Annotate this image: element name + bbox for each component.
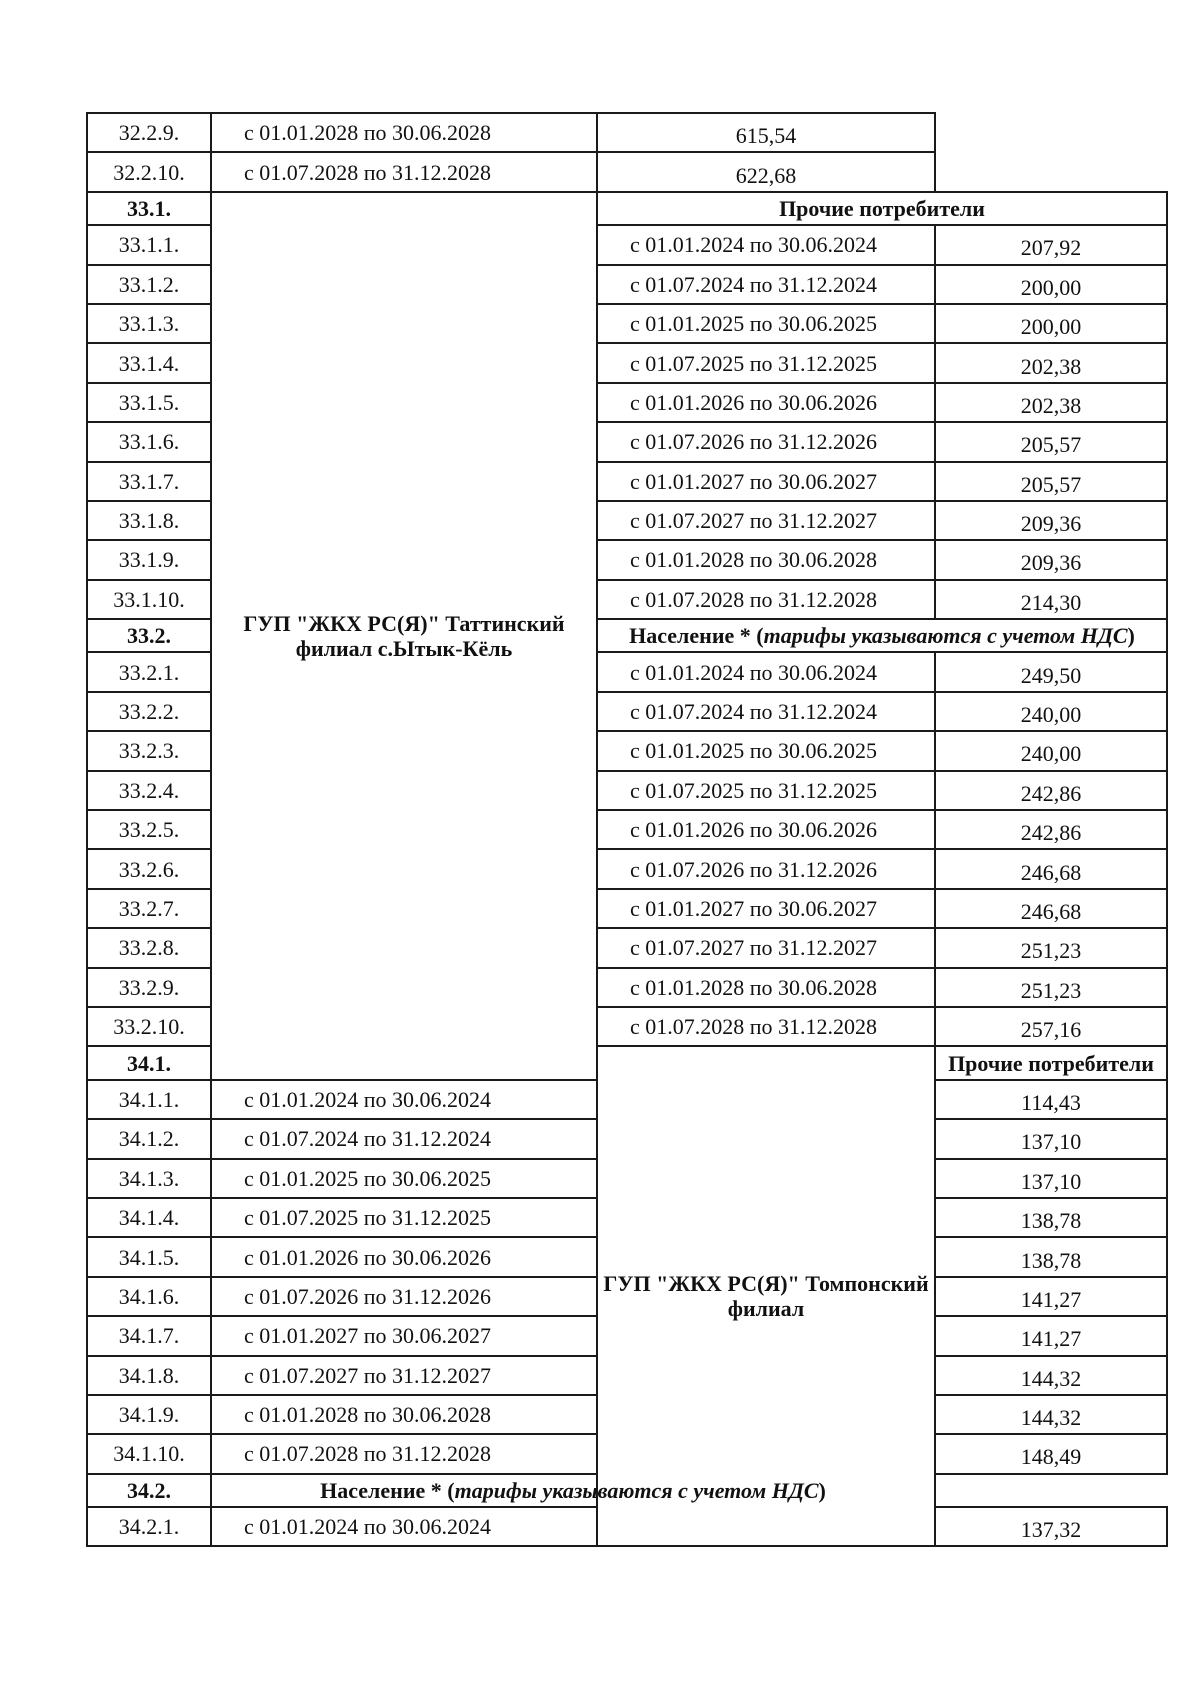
row-number: 33.2.5. (87, 810, 211, 849)
tariff-value: 615,54 (597, 113, 935, 152)
tariff-period: с 01.07.2025 по 31.12.2025 (211, 1198, 597, 1237)
tariff-value: 148,49 (935, 1434, 1167, 1473)
row-number: 34.1.4. (87, 1198, 211, 1237)
tariff-value: 251,23 (935, 968, 1167, 1007)
row-number: 34.1.7. (87, 1316, 211, 1355)
row-number: 33.1.2. (87, 265, 211, 304)
group-number: 33.1. (87, 192, 211, 225)
tariff-value: 141,27 (935, 1316, 1167, 1355)
row-number: 34.2.1. (87, 1507, 211, 1546)
tariff-value: 214,30 (935, 580, 1167, 619)
tariff-period: с 01.07.2027 по 31.12.2027 (597, 501, 935, 540)
consumer-category-label: Прочие потребители (779, 195, 985, 221)
row-number: 33.2.6. (87, 849, 211, 888)
tariff-period: с 01.01.2024 по 30.06.2024 (597, 225, 935, 264)
group-number: 34.2. (87, 1474, 211, 1507)
consumer-category-header (597, 192, 1167, 225)
tariff-value: 207,92 (935, 225, 1167, 264)
group-row (87, 192, 1167, 225)
tariff-period: с 01.07.2026 по 31.12.2026 (597, 422, 935, 461)
row-number: 32.2.9. (87, 113, 211, 152)
tariff-value: 205,57 (935, 422, 1167, 461)
tariff-value: 240,00 (935, 692, 1167, 731)
consumer-category-header: Население * (тарифы указываются с учетом НДС) (211, 1474, 935, 1507)
row-number: 33.2.1. (87, 652, 211, 691)
tariff-period: с 01.01.2026 по 30.06.2026 (597, 810, 935, 849)
tariff-period: с 01.07.2024 по 31.12.2024 (597, 692, 935, 731)
tariff-value: 246,68 (935, 889, 1167, 928)
tariff-period: с 01.01.2024 по 30.06.2024 (597, 652, 935, 691)
tariff-period: с 01.01.2025 по 30.06.2025 (597, 304, 935, 343)
tariff-period: с 01.01.2028 по 30.06.2028 (211, 113, 597, 152)
row-number: 33.2.9. (87, 968, 211, 1007)
consumer-category-label: Прочие потребители (948, 1050, 1154, 1076)
row-number: 34.1.2. (87, 1119, 211, 1158)
row-number: 34.1.10. (87, 1434, 211, 1473)
tariff-period: с 01.01.2026 по 30.06.2026 (211, 1237, 597, 1276)
tariff-period: с 01.07.2024 по 31.12.2024 (597, 265, 935, 304)
tariff-period: с 01.07.2026 по 31.12.2026 (211, 1277, 597, 1316)
tariff-table-body (87, 113, 1167, 1546)
tariff-value: 209,36 (935, 540, 1167, 579)
table-row (87, 113, 1167, 152)
tariff-period: с 01.07.2028 по 31.12.2028 (597, 580, 935, 619)
tariff-period: с 01.07.2026 по 31.12.2026 (597, 849, 935, 888)
row-number: 33.2.2. (87, 692, 211, 731)
tariff-period: с 01.01.2028 по 30.06.2028 (597, 540, 935, 579)
organization-name: ГУП "ЖКХ РС(Я)" Таттинский филиал с.Ытык-Кёль (211, 192, 597, 1080)
row-number: 32.2.10. (87, 152, 211, 191)
group-number: 33.2. (87, 619, 211, 652)
tariff-value: 246,68 (935, 849, 1167, 888)
tariff-value: 138,78 (935, 1237, 1167, 1276)
row-number: 33.2.8. (87, 928, 211, 967)
row-number: 33.1.9. (87, 540, 211, 579)
row-number: 33.2.7. (87, 889, 211, 928)
tariff-value: 257,16 (935, 1007, 1167, 1046)
tariff-period: с 01.01.2028 по 30.06.2028 (597, 968, 935, 1007)
tariff-period: с 01.01.2024 по 30.06.2024 (211, 1507, 597, 1546)
tariff-period: с 01.07.2028 по 31.12.2028 (211, 1434, 597, 1473)
row-number: 33.2.10. (87, 1007, 211, 1046)
row-number: 33.1.1. (87, 225, 211, 264)
tariff-period: с 01.07.2028 по 31.12.2028 (597, 1007, 935, 1046)
row-number: 34.1.8. (87, 1356, 211, 1395)
table-row (87, 152, 1167, 191)
tariff-value: 137,10 (935, 1159, 1167, 1198)
tariff-period: с 01.07.2025 по 31.12.2025 (597, 771, 935, 810)
tariff-value: 205,57 (935, 462, 1167, 501)
row-number: 33.1.3. (87, 304, 211, 343)
group-number: 34.1. (87, 1046, 211, 1079)
tariff-period: с 01.01.2027 по 30.06.2027 (597, 462, 935, 501)
tariff-value: 138,78 (935, 1198, 1167, 1237)
tariff-value: 209,36 (935, 501, 1167, 540)
tariff-period: с 01.01.2027 по 30.06.2027 (211, 1316, 597, 1355)
row-number: 34.1.9. (87, 1395, 211, 1434)
tariff-value: 202,38 (935, 383, 1167, 422)
consumer-category-header (935, 1046, 1167, 1079)
row-number: 34.1.5. (87, 1237, 211, 1276)
tariff-value: 249,50 (935, 652, 1167, 691)
tariff-value: 200,00 (935, 265, 1167, 304)
tax-note: тарифы указываются с учетом НДС (763, 623, 1128, 649)
group-row (87, 1474, 1167, 1507)
row-number: 33.1.8. (87, 501, 211, 540)
tariff-value: 242,86 (935, 810, 1167, 849)
tariff-value: 144,32 (935, 1395, 1167, 1434)
tax-note: тарифы указываются с учетом НДС (454, 1477, 819, 1503)
tariff-value: 114,43 (935, 1080, 1167, 1119)
tariff-value: 622,68 (597, 152, 935, 191)
organization-name: ГУП "ЖКХ РС(Я)" Томпонский филиал (597, 1046, 935, 1546)
tariff-value: 202,38 (935, 343, 1167, 382)
tariff-value: 137,10 (935, 1119, 1167, 1158)
tariff-period: с 01.07.2027 по 31.12.2027 (597, 928, 935, 967)
tariff-value: 240,00 (935, 731, 1167, 770)
tariff-period: с 01.07.2024 по 31.12.2024 (211, 1119, 597, 1158)
row-number: 33.1.6. (87, 422, 211, 461)
tariff-value: 144,32 (935, 1356, 1167, 1395)
row-number: 33.1.5. (87, 383, 211, 422)
row-number: 33.1.10. (87, 580, 211, 619)
tariff-period: с 01.07.2025 по 31.12.2025 (597, 343, 935, 382)
tariff-value: 137,32 (935, 1507, 1167, 1546)
tariff-period: с 01.07.2027 по 31.12.2027 (211, 1356, 597, 1395)
tariff-value: 141,27 (935, 1277, 1167, 1316)
consumer-category-label: Население * (320, 1477, 442, 1503)
tariff-value: 251,23 (935, 928, 1167, 967)
row-number: 33.2.4. (87, 771, 211, 810)
consumer-category-label: Население * (629, 623, 751, 649)
row-number: 34.1.1. (87, 1080, 211, 1119)
tariff-period: с 01.01.2025 по 30.06.2025 (597, 731, 935, 770)
row-number: 33.1.7. (87, 462, 211, 501)
tariff-period: с 01.01.2024 по 30.06.2024 (211, 1080, 597, 1119)
consumer-category-header: Население * (тарифы указываются с учетом НДС) (597, 619, 1167, 652)
tariff-table (86, 112, 1168, 1547)
tariff-period: с 01.01.2028 по 30.06.2028 (211, 1395, 597, 1434)
row-number: 33.2.3. (87, 731, 211, 770)
tariff-value: 242,86 (935, 771, 1167, 810)
row-number: 33.1.4. (87, 343, 211, 382)
tariff-period: с 01.01.2027 по 30.06.2027 (597, 889, 935, 928)
tariff-value: 200,00 (935, 304, 1167, 343)
tariff-period: с 01.07.2028 по 31.12.2028 (211, 152, 597, 191)
row-number: 34.1.3. (87, 1159, 211, 1198)
row-number: 34.1.6. (87, 1277, 211, 1316)
tariff-period: с 01.01.2026 по 30.06.2026 (597, 383, 935, 422)
tariff-period: с 01.01.2025 по 30.06.2025 (211, 1159, 597, 1198)
